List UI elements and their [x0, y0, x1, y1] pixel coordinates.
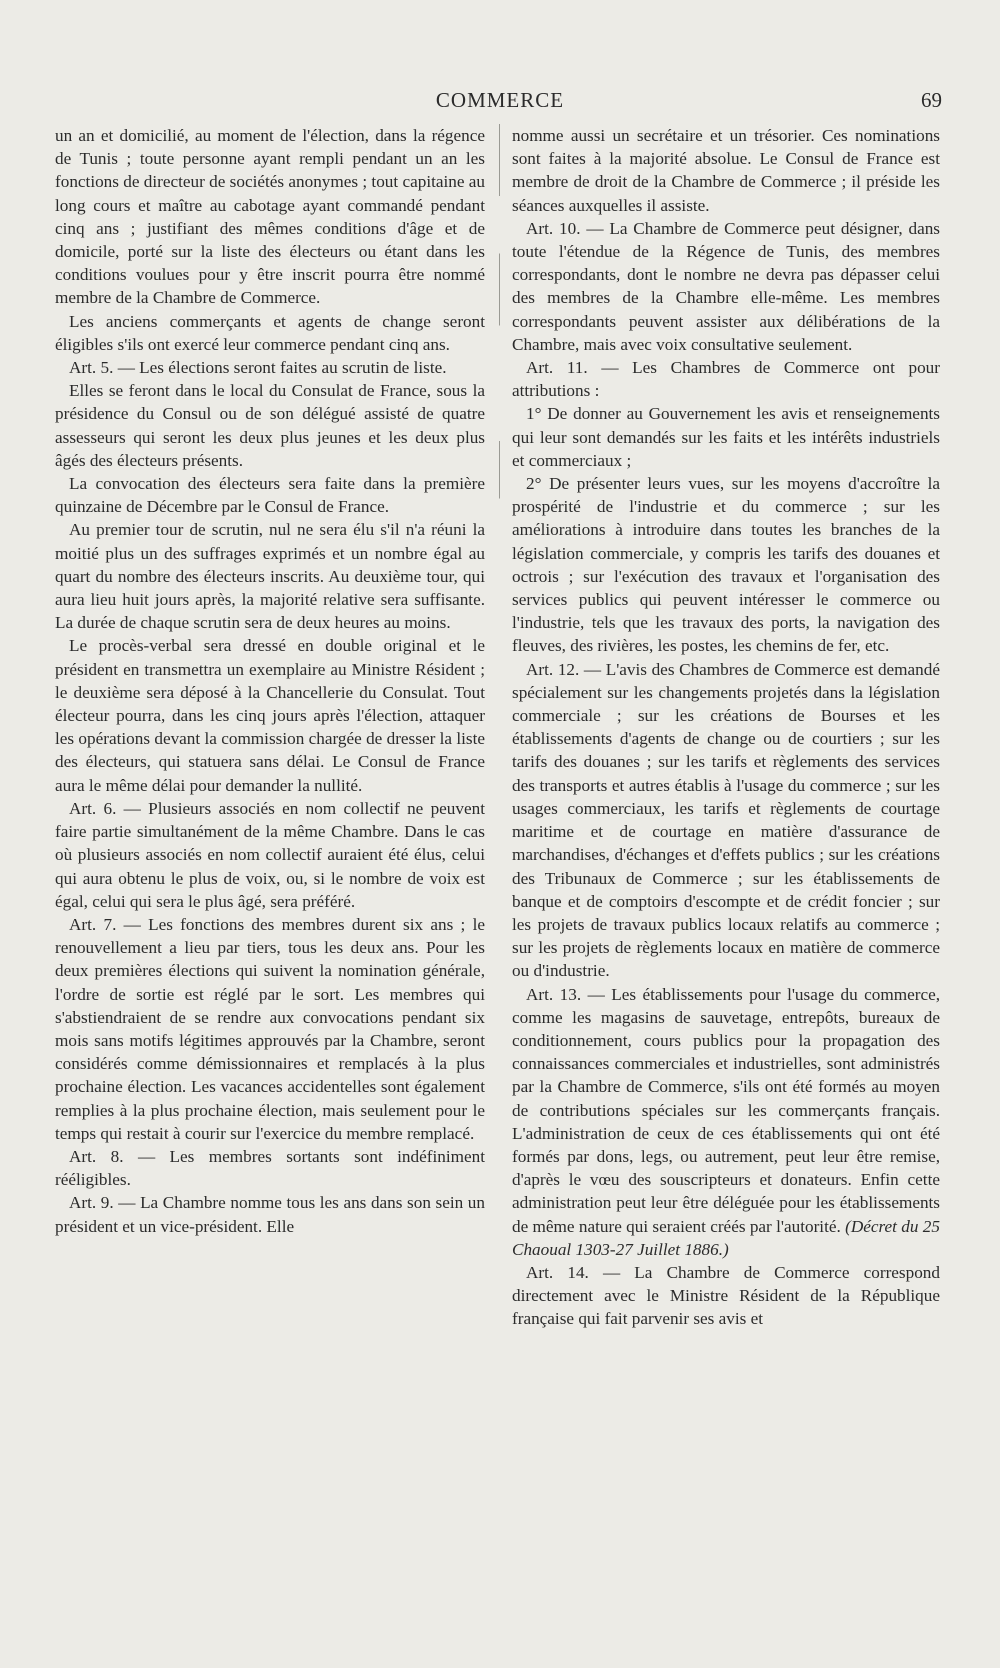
paragraph-article-14: Art. 14. — La Chambre de Commerce correspond directement avec le Ministre Résident de la République française qui fait parvenir ses avis et — [512, 1262, 940, 1329]
paragraph: un an et domicilié, au moment de l'élection, dans la régence de Tunis ; toute personne ayant rempli pendant un an les fonctions de directeur de sociétés anonymes ; tout capitaine au long cours et maître au cabotage ayant commandé pendant cinq ans ; justifiant des mêmes conditions d'âge et de domicile, porté sur la liste des électeurs ou étant dans les conditions voulues pour y être inscrit pourra être nommé membre de la Chambre de Commerce. — [55, 126, 486, 308]
list-item: 2° De présenter leurs vues, sur les moyens d'accroître la prospérité de l'industrie et du commerce ; sur les améliorations à introduire dans toutes les branches de la législation commerciale, y compris les tarifs des douanes et octrois ; sur l'exécution des travaux et l'organisation des services publics qui peuvent intéresser le commerce ou l'industrie, tels que les travaux des ports, la navigation des fleuves, des rivières, les postes, les chemins de fer, etc. — [512, 474, 940, 656]
paragraph-article-5: Art. 5. — Les élections seront faites au scrutin de liste. — [69, 358, 447, 378]
paragraph-article-6: Art. 6. — Plusieurs associés en nom collectif ne peuvent faire partie simultanément de la même Chambre. Dans le cas où plusieurs associés en nom collectif auraient été élus, celui qui aura obtenu le plus de voix, ou, si le nombre de voix est égal, celui qui sera le plus âgé, sera préféré. — [55, 798, 485, 911]
paragraph: Les anciens commerçants et agents de change seront éligibles s'ils ont exercé leur commerce pendant cinq ans. — [55, 311, 485, 354]
right-column — [512, 124, 940, 1331]
left-column — [55, 124, 485, 1238]
page-title: COMMERCE — [435, 88, 565, 112]
column-divider — [499, 124, 500, 1564]
paragraph-article-8: Art. 8. — Les membres sortants sont indéfiniment rééligibles. — [55, 1146, 485, 1190]
paragraph: nomme aussi un secrétaire et un trésorier. Ces nominations sont faites à la majorité absolue. Le Consul de France est membre de droit de la Chambre de Commerce ; il préside les séances auxquelles il assiste. — [512, 126, 940, 215]
paragraph-article-12: Art. 12. — L'avis des Chambres de Commerce est demandé spécialement sur les changements projetés dans la législation commerciale ; sur les créations de Bourses et les établissements d'agents de change ou de courtiers ; sur les tarifs des douanes ; sur les tarifs et règlements des services des transports et autres établis à l'usage du commerce ; sur les usages commerciaux, les tarifs et règlements de courtage maritime et de courtage en matière d'assurance de marchandises, d'échanges et d'effets publics ; sur les créations des Tribunaux de Commerce ; sur les établissements de banque et de comptoirs d'escompte et de crédit foncier ; sur les projets de travaux publics locaux relatifs au commerce ; sur les projets de règlements locaux en matière de commerce ou d'industrie. — [512, 659, 940, 981]
decree-citation: (Décret du 25 Chaoual 1303-27 Juillet 1886.) — [512, 1216, 940, 1259]
paragraph: Au premier tour de scrutin, nul ne sera élu s'il n'a réuni la moitié plus un des suffrages exprimés et un nombre égal au quart du nombre des électeurs inscrits. Au deuxième tour, qui aura lieu huit jours après, la majorité relative sera suffisante. La durée de chaque scrutin sera de deux heures au moins. — [55, 520, 485, 633]
paragraph-text: Art. 13. — Les établissements pour l'usage du commerce, comme les magasins de sauvetage, entrepôts, bureaux de conditionnement, cours publics pour la propagation des connaissances commerciales et industrielles, sont administrés par la Chambre de Commerce, s'ils ont été formés au moyen de contributions spéciales sur les commerçants français. L'administration de ceux de ces établissements qui ont été formés par dons, legs, ou autrement, peut leur être remise, d'après le vœu des souscripteurs et donateurs. Enfin cette administration peut leur être déléguée pour les établissements de même nature qui seraient créés par l'autorité. — [512, 984, 940, 1236]
paragraph: La convocation des électeurs sera faite dans la première quinzaine de Décembre par le Consul de France. — [55, 474, 485, 517]
paragraph: Elles se feront dans le local du Consulat de France, sous la présidence du Consul ou de son délégué assisté de quatre assesseurs qui seront les deux plus jeunes et les deux plus âgés des électeurs présents. — [55, 381, 485, 470]
page-number: 69 — [921, 88, 942, 112]
paragraph-article-10: Art. 10. — La Chambre de Commerce peut désigner, dans toute l'étendue de la Régence de Tunis, des membres correspondants, dont le nombre ne devra pas dépasser celui des membres de la Chambre elle-même. Les membres correspondants peuvent assister aux délibérations de la Chambre, mais avec voix consultative seulement. — [512, 218, 940, 354]
paragraph-article-11: Art. 11. — Les Chambres de Commerce ont pour attributions : — [512, 358, 940, 401]
list-item: 1° De donner au Gouvernement les avis et renseignements qui leur sont demandés sur les faits et les intérêts industriels et commerciaux ; — [512, 404, 940, 470]
paragraph-article-7: Art. 7. — Les fonctions des membres durent six ans ; le renouvellement a lieu par tiers, tous les deux ans. Pour les deux premières élections qui suivent la nomination générale, l'ordre de sortie est réglé par le sort. Les membres qui s'abstiendraient de se rendre aux convocations pendant six mois sans motifs légitimes approuvés par la Chambre, seront considérés comme démissionnaires et remplacés à la plus prochaine élection. Les vacances accidentelles sont également remplies à la plus prochaine élection, mais seulement pour le temps qui restait à courir sur l'exercice du membre remplacé. — [55, 914, 485, 1143]
paragraph: Le procès-verbal sera dressé en double original et le président en transmettra un exemplaire au Ministre Résident ; le deuxième sera déposé à la Chancellerie du Consulat. Tout électeur pourra, dans les cinq jours après l'élection, attaquer les opérations devant la commission chargée de dresser la liste des électeurs, qui statuera sans délai. Le Consul de France aura le même délai pour demander la nullité. — [55, 636, 485, 795]
paragraph-article-13 — [512, 983, 940, 1261]
running-head — [0, 86, 1000, 116]
paragraph-article-9: Art. 9. — La Chambre nomme tous les ans dans son sein un président et un vice-président. Elle — [55, 1193, 485, 1236]
